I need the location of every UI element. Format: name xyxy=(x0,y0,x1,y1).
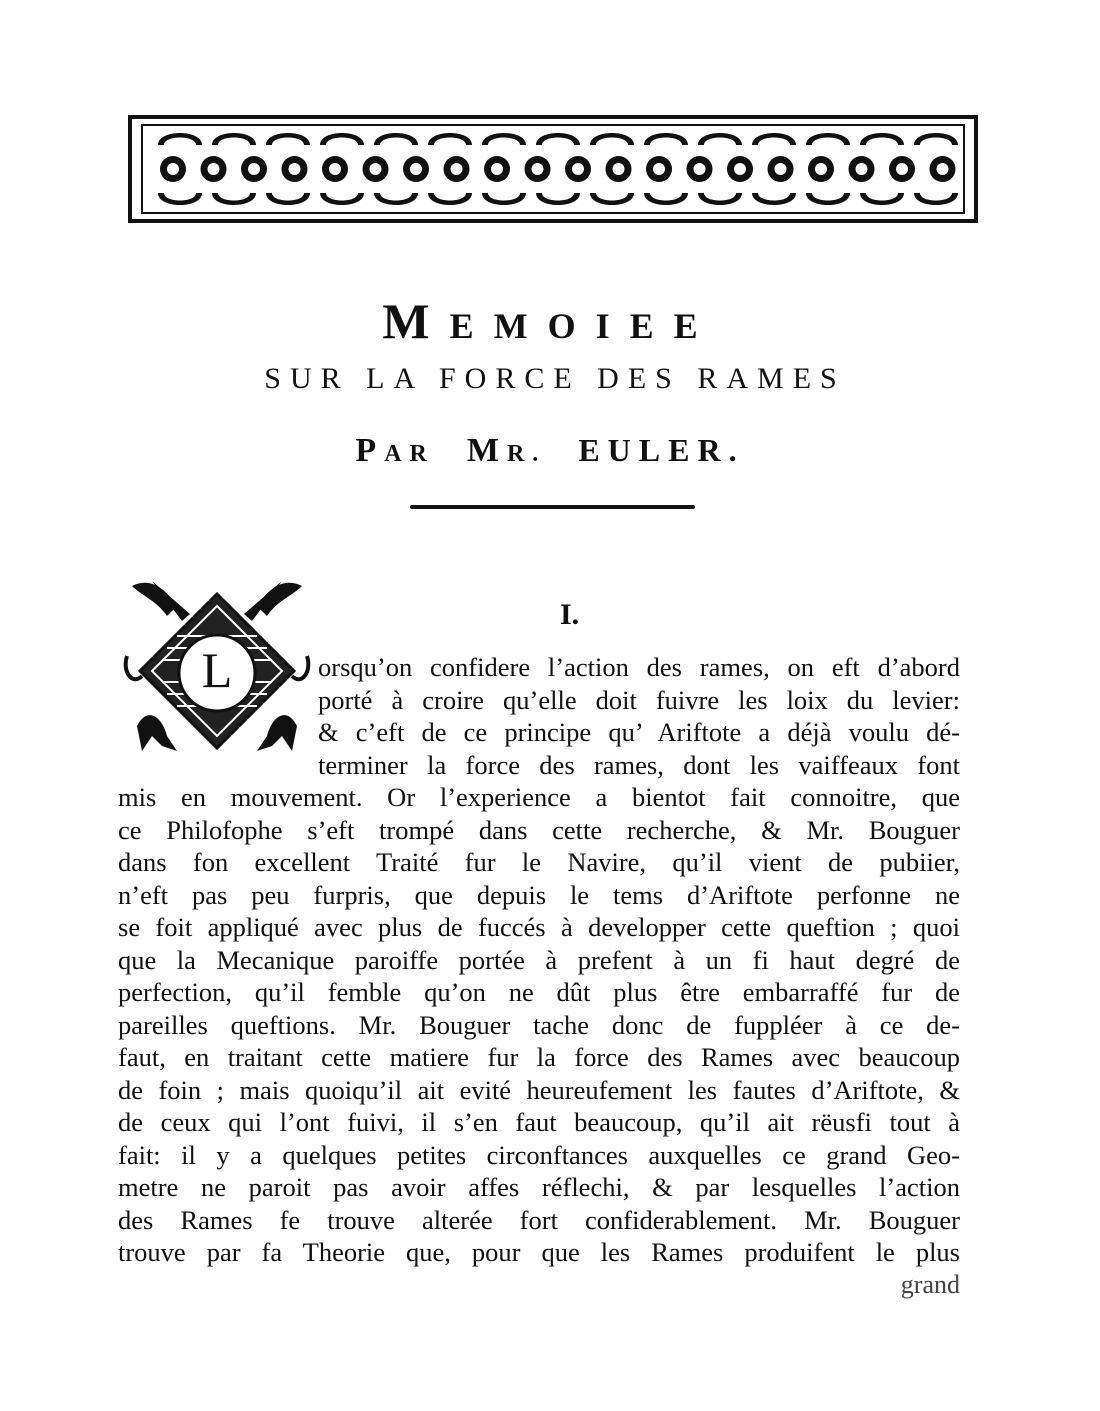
arch-motif xyxy=(266,133,310,145)
title-rest: EMOIEE xyxy=(449,306,718,346)
rosette-center xyxy=(937,163,949,175)
arch-motif xyxy=(590,133,634,145)
arch-motif xyxy=(698,133,742,145)
text-line: metre ne paroit pas avoir affes réflechi, & par lesquelles l’action xyxy=(118,1172,960,1202)
arch-motif xyxy=(158,193,202,205)
catchword: grand xyxy=(900,1270,960,1299)
rosette-center xyxy=(410,163,422,175)
text-line: ce Philofophe s’eft trompé dans cette recherche, & Mr. Bouguer xyxy=(118,814,960,845)
arch-motif xyxy=(752,193,796,205)
arch-motif xyxy=(806,133,850,145)
arch-motif xyxy=(536,193,580,205)
arch-motif xyxy=(752,133,796,145)
text-line: perfection, qu’il femble qu’on ne dût plus être embarraffé fur de xyxy=(118,977,960,1007)
arch-motif xyxy=(320,133,364,145)
page-title xyxy=(0,292,1100,350)
arch-motif xyxy=(644,133,688,145)
par-initial: P xyxy=(355,432,385,469)
rosette-center xyxy=(896,163,908,175)
text-line: & c’eft de ce principe qu’ Ariftote a déjà voulu dé- xyxy=(318,717,960,747)
text-line: se foit appliqué avec plus de fuccés à developper cette queftion ; quoi xyxy=(118,912,960,942)
text-line: fait: il y a quelques petites circonftances auxquelles ce grand Geo- xyxy=(118,1139,960,1170)
arch-motif xyxy=(212,193,256,205)
text-line: trouve par fa Theorie que, pour que les Rames produifent le plus xyxy=(118,1237,960,1267)
author-name: EULER. xyxy=(578,432,745,468)
text-line: faut, en traitant cette matiere fur la force des Rames avec beaucoup xyxy=(118,1042,960,1072)
text-line: dans fon excellent Traité fur le Navire, qu’il vient de pubiier, xyxy=(118,847,960,877)
ornament-band-icon xyxy=(128,115,978,223)
paragraph-body xyxy=(118,781,960,1269)
arch-motif xyxy=(914,193,958,205)
rosette-center xyxy=(694,163,706,175)
paragraph-indented xyxy=(318,651,960,781)
arch-motif xyxy=(806,193,850,205)
rosette-center xyxy=(208,163,220,175)
arch-motif xyxy=(698,193,742,205)
page-subtitle: SUR LA FORCE DES RAMES xyxy=(264,362,846,395)
arch-motif xyxy=(860,133,904,145)
arch-motif xyxy=(914,133,958,145)
text-line: de foin ; mais quoiqu’il ait evité heureufement les fautes d’Ariftote, & xyxy=(118,1074,960,1105)
title-rule xyxy=(410,505,695,509)
arch-motif xyxy=(428,133,472,145)
rosette-center xyxy=(856,163,868,175)
author-line xyxy=(0,432,1100,470)
rosette-center xyxy=(613,163,625,175)
section-number: I. xyxy=(560,598,580,631)
rosette-center xyxy=(734,163,746,175)
rosette-center xyxy=(370,163,382,175)
arch-motif xyxy=(158,133,202,145)
rosette-center xyxy=(491,163,503,175)
header-ornament xyxy=(128,115,978,223)
arch-motif xyxy=(536,133,580,145)
text-line: des Rames fe trouve alterée fort confiderablement. Mr. Bouguer xyxy=(118,1204,960,1235)
text-line: orsqu’on confidere l’action des rames, on eft d’abord xyxy=(318,652,960,682)
rosette-center xyxy=(167,163,179,175)
drop-cap xyxy=(122,576,312,756)
arch-motif xyxy=(590,193,634,205)
rosette-center xyxy=(248,163,260,175)
arch-motif xyxy=(428,193,472,205)
arch-motif xyxy=(374,133,418,145)
rosette-center xyxy=(572,163,584,175)
arch-motif xyxy=(266,193,310,205)
mr-rest: R. xyxy=(506,441,547,467)
text-line: mis en mouvement. Or l’experience a bientot fait connoitre, que xyxy=(118,782,960,812)
title-initial: M xyxy=(382,293,450,349)
text-line: que la Mecanique paroiffe portée à prefent à un fi haut degré de xyxy=(118,944,960,975)
arch-motif xyxy=(482,193,526,205)
arch-motif xyxy=(644,193,688,205)
rosette-center xyxy=(653,163,665,175)
drop-cap-letter: L xyxy=(201,642,233,698)
text-line: terminer la force des rames, dont les vaiffeaux font xyxy=(318,749,960,780)
par-rest: AR xyxy=(384,441,435,467)
arch-motif xyxy=(320,193,364,205)
rosette-center xyxy=(451,163,463,175)
rosette-center xyxy=(329,163,341,175)
text-line: porté à croire qu’elle doit fuivre les loix du levier: xyxy=(318,684,960,715)
rosette-center xyxy=(775,163,787,175)
mr-initial: M xyxy=(466,432,507,469)
arch-motif xyxy=(212,133,256,145)
arch-motif xyxy=(374,193,418,205)
text-line: de ceux qui l’ont fuivi, il s’en faut beaucoup, qu’il ait rëusfi tout à xyxy=(118,1107,960,1137)
rosette-center xyxy=(289,163,301,175)
rosette-center xyxy=(532,163,544,175)
text-line: n’eft pas peu furpris, que depuis le tems d’Ariftote perfonne ne xyxy=(118,879,960,910)
text-line: pareilles queftions. Mr. Bouguer tache donc de fuppléer à ce de- xyxy=(118,1009,960,1040)
arch-motif xyxy=(860,193,904,205)
arch-motif xyxy=(482,133,526,145)
rosette-center xyxy=(815,163,827,175)
